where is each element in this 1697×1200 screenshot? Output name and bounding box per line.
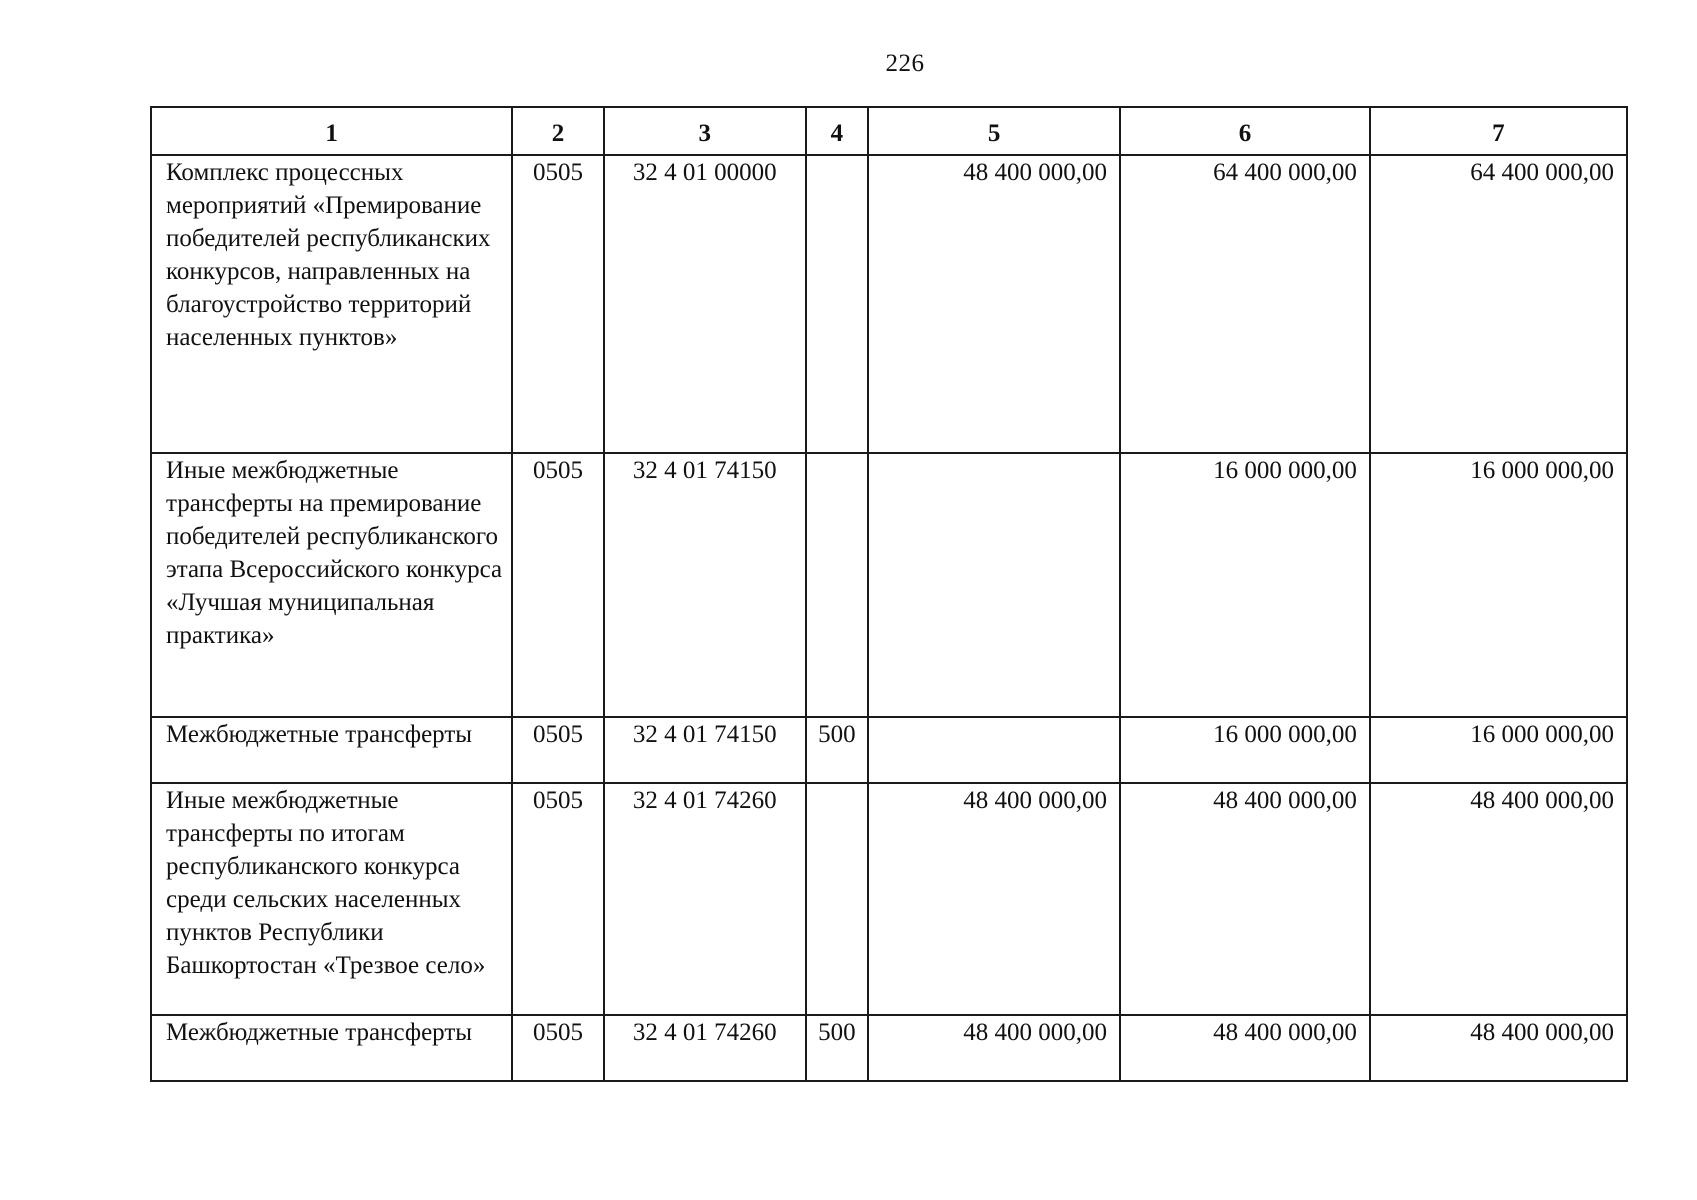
section-code-cell: 0505 [512,783,604,1015]
column-header-4: 4 [806,107,868,155]
amount-col5-cell: 48 400 000,00 [868,1015,1120,1081]
target-code-cell: 32 4 01 74150 [604,453,806,717]
row-name-cell: Межбюджетные трансферты [151,1015,512,1081]
amount-col5-cell: 48 400 000,00 [868,155,1120,453]
amount-col6-cell: 64 400 000,00 [1120,155,1370,453]
section-code-cell: 0505 [512,453,604,717]
expense-type-cell [806,453,868,717]
amount-col6-cell: 48 400 000,00 [1120,1015,1370,1081]
expense-type-cell [806,783,868,1015]
table-row [151,717,1627,783]
expense-type-cell: 500 [806,1015,868,1081]
column-header-6: 6 [1120,107,1370,155]
page-number: 226 [885,50,925,77]
row-name-cell: Межбюджетные трансферты [151,717,512,783]
row-name-cell: Иные межбюджетные трансферты на премирование победителей республиканского этапа Всероссийского конкурса «Лучшая муниципальная практика» [151,453,512,717]
target-code-cell: 32 4 01 74260 [604,783,806,1015]
target-code-cell: 32 4 01 74150 [604,717,806,783]
section-code-cell: 0505 [512,717,604,783]
column-header-5: 5 [868,107,1120,155]
amount-col5-cell: 48 400 000,00 [868,783,1120,1015]
target-code-cell: 32 4 01 74260 [604,1015,806,1081]
amount-col5-cell [868,717,1120,783]
amount-col7-cell: 48 400 000,00 [1370,783,1627,1015]
table-row [151,1015,1627,1081]
column-header-2: 2 [512,107,604,155]
table-row [151,453,1627,717]
amount-col6-cell: 16 000 000,00 [1120,717,1370,783]
amount-col5-cell [868,453,1120,717]
row-name-cell: Комплекс процессных мероприятий «Премирование победителей республиканских конкурсов, направленных на благоустройство территорий населенных пунктов» [151,155,512,453]
amount-col6-cell: 16 000 000,00 [1120,453,1370,717]
expense-type-cell [806,155,868,453]
amount-col7-cell: 16 000 000,00 [1370,717,1627,783]
table-row [151,155,1627,453]
expense-type-cell: 500 [806,717,868,783]
column-header-3: 3 [604,107,806,155]
column-header-1: 1 [151,107,512,155]
amount-col7-cell: 64 400 000,00 [1370,155,1627,453]
section-code-cell: 0505 [512,1015,604,1081]
target-code-cell: 32 4 01 00000 [604,155,806,453]
budget-table [150,106,1628,1082]
amount-col6-cell: 48 400 000,00 [1120,783,1370,1015]
row-name-cell: Иные межбюджетные трансферты по итогам республиканского конкурса среди сельских населенных пунктов Республики Башкортостан «Трезвое село» [151,783,512,1015]
table-row [151,783,1627,1015]
column-header-7: 7 [1370,107,1627,155]
section-code-cell: 0505 [512,155,604,453]
amount-col7-cell: 16 000 000,00 [1370,453,1627,717]
amount-col7-cell: 48 400 000,00 [1370,1015,1627,1081]
header-row [151,107,1627,155]
